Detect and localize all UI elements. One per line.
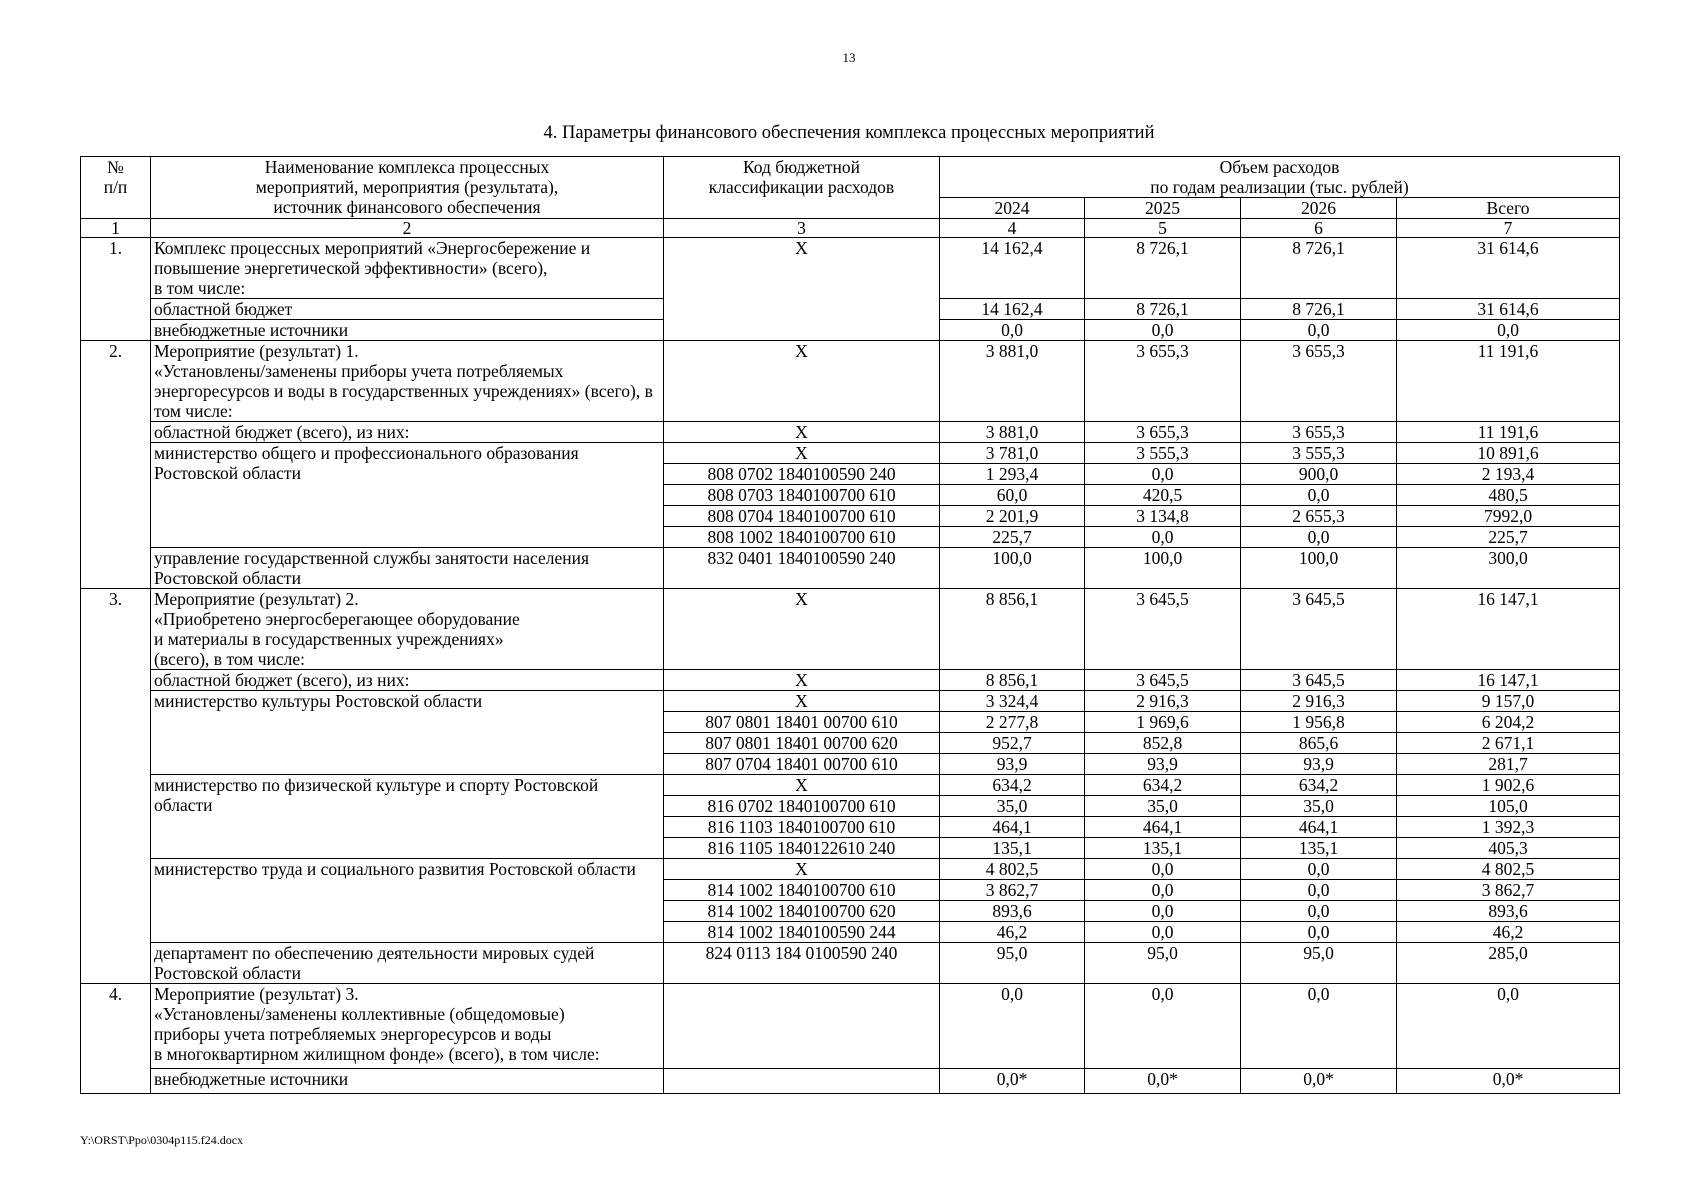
column-number: 4	[940, 219, 1085, 238]
row-number: 4.	[81, 984, 151, 1094]
budget-code: 808 1002 1840100700 610	[664, 527, 940, 548]
value-2025: 3 645,5	[1085, 670, 1241, 691]
budget-code: X	[664, 775, 940, 796]
value-2024: 2 277,8	[940, 712, 1085, 733]
column-number-row	[81, 219, 1620, 238]
value-2025: 634,2	[1085, 775, 1241, 796]
header-year-2026: 2026	[1241, 198, 1397, 219]
table-row	[81, 548, 1620, 589]
value-2024: 2 201,9	[940, 506, 1085, 527]
header-year-2024: 2024	[940, 198, 1085, 219]
column-number: 1	[81, 219, 151, 238]
value-2025: 2 916,3	[1085, 691, 1241, 712]
value-2025: 3 645,5	[1085, 589, 1241, 670]
value-2024: 464,1	[940, 817, 1085, 838]
value-2026: 0,0*	[1241, 1069, 1397, 1094]
value-2025: 3 655,3	[1085, 341, 1241, 422]
budget-code: 807 0801 18401 00700 620	[664, 733, 940, 754]
value-2024: 60,0	[940, 485, 1085, 506]
table-row	[81, 341, 1620, 422]
value-2024: 135,1	[940, 838, 1085, 859]
value-2026: 0,0	[1241, 320, 1397, 341]
value-2024: 8 856,1	[940, 589, 1085, 670]
budget-code	[664, 1069, 940, 1094]
finance-table	[80, 156, 1620, 1094]
value-2026: 0,0	[1241, 485, 1397, 506]
value-2024: 14 162,4	[940, 238, 1085, 299]
budget-code: 808 0704 1840100700 610	[664, 506, 940, 527]
value-2025: 35,0	[1085, 796, 1241, 817]
value-2026: 0,0	[1241, 880, 1397, 901]
value-total: 4 802,5	[1397, 859, 1620, 880]
value-2025: 0,0	[1085, 922, 1241, 943]
budget-code: 832 0401 1840100590 240	[664, 548, 940, 589]
budget-code: 816 1105 1840122610 240	[664, 838, 940, 859]
value-total: 480,5	[1397, 485, 1620, 506]
value-2024: 93,9	[940, 754, 1085, 775]
header-year-2025: 2025	[1085, 198, 1241, 219]
value-2025: 3 655,3	[1085, 422, 1241, 443]
row-name: внебюджетные источники	[151, 320, 664, 341]
table-row	[81, 691, 1620, 712]
table-row	[81, 943, 1620, 984]
value-2025: 0,0	[1085, 320, 1241, 341]
value-2025: 0,0	[1085, 880, 1241, 901]
budget-code: X	[664, 691, 940, 712]
value-2026: 2 916,3	[1241, 691, 1397, 712]
value-2026: 2 655,3	[1241, 506, 1397, 527]
row-name: Мероприятие (результат) 2. «Приобретено энергосберегающее оборудование и материалы в государственных учреждениях» (всего), в том числе:	[151, 589, 664, 670]
value-total: 9 157,0	[1397, 691, 1620, 712]
header-num: № п/п	[81, 157, 151, 219]
value-2024: 225,7	[940, 527, 1085, 548]
budget-code: 816 1103 1840100700 610	[664, 817, 940, 838]
value-2024: 100,0	[940, 548, 1085, 589]
table-row	[81, 670, 1620, 691]
budget-code: 816 0702 1840100700 610	[664, 796, 940, 817]
value-2024: 4 802,5	[940, 859, 1085, 880]
value-2026: 0,0	[1241, 859, 1397, 880]
value-2024: 3 881,0	[940, 341, 1085, 422]
value-2026: 135,1	[1241, 838, 1397, 859]
value-2026: 1 956,8	[1241, 712, 1397, 733]
table-row	[81, 238, 1620, 299]
table-row	[81, 1069, 1620, 1094]
value-total: 285,0	[1397, 943, 1620, 984]
table-row	[81, 984, 1620, 1069]
budget-code: X	[664, 670, 940, 691]
value-total: 893,6	[1397, 901, 1620, 922]
value-2025: 852,8	[1085, 733, 1241, 754]
value-2024: 3 881,0	[940, 422, 1085, 443]
value-2026: 865,6	[1241, 733, 1397, 754]
value-total: 1 392,3	[1397, 817, 1620, 838]
value-2024: 46,2	[940, 922, 1085, 943]
row-name: департамент по обеспечению деятельности мировых судей Ростовской области	[151, 943, 664, 984]
row-name: внебюджетные источники	[151, 1069, 664, 1094]
budget-code: X	[664, 443, 940, 464]
value-total: 6 204,2	[1397, 712, 1620, 733]
table-row	[81, 443, 1620, 464]
value-total: 46,2	[1397, 922, 1620, 943]
value-2024: 3 781,0	[940, 443, 1085, 464]
value-2025: 3 555,3	[1085, 443, 1241, 464]
column-number: 7	[1397, 219, 1620, 238]
row-name: министерство труда и социального развития Ростовской области	[151, 859, 664, 943]
value-2026: 35,0	[1241, 796, 1397, 817]
value-total: 105,0	[1397, 796, 1620, 817]
page-number: 13	[842, 50, 856, 65]
column-number: 3	[664, 219, 940, 238]
value-2026: 0,0	[1241, 901, 1397, 922]
budget-code: 814 1002 1840100590 244	[664, 922, 940, 943]
row-name: областной бюджет (всего), из них:	[151, 422, 664, 443]
budget-code: 808 0702 1840100590 240	[664, 464, 940, 485]
value-2025: 0,0*	[1085, 1069, 1241, 1094]
value-2025: 0,0	[1085, 984, 1241, 1069]
value-2025: 100,0	[1085, 548, 1241, 589]
value-2026: 464,1	[1241, 817, 1397, 838]
value-2025: 0,0	[1085, 527, 1241, 548]
column-number: 5	[1085, 219, 1241, 238]
value-2025: 420,5	[1085, 485, 1241, 506]
value-total: 10 891,6	[1397, 443, 1620, 464]
value-total: 281,7	[1397, 754, 1620, 775]
budget-code	[664, 984, 940, 1069]
value-2026: 95,0	[1241, 943, 1397, 984]
table-row	[81, 775, 1620, 796]
value-2026: 0,0	[1241, 984, 1397, 1069]
value-total: 1 902,6	[1397, 775, 1620, 796]
value-2025: 8 726,1	[1085, 299, 1241, 320]
value-total: 300,0	[1397, 548, 1620, 589]
value-2024: 35,0	[940, 796, 1085, 817]
budget-code: 824 0113 184 0100590 240	[664, 943, 940, 984]
value-2024: 3 324,4	[940, 691, 1085, 712]
value-2026: 900,0	[1241, 464, 1397, 485]
value-2026: 0,0	[1241, 922, 1397, 943]
value-2024: 0,0*	[940, 1069, 1085, 1094]
value-2026: 100,0	[1241, 548, 1397, 589]
row-name: министерство культуры Ростовской области	[151, 691, 664, 775]
header-total: Всего	[1397, 198, 1620, 219]
value-2025: 0,0	[1085, 901, 1241, 922]
budget-code: 814 1002 1840100700 620	[664, 901, 940, 922]
row-name: Мероприятие (результат) 3. «Установлены/заменены коллективные (общедомовые) приборы учета потребляемых энергоресурсов и воды в многоквартирном жилищном фонде» (всего), в том числе:	[151, 984, 664, 1069]
value-2026: 3 655,3	[1241, 341, 1397, 422]
row-number: 1.	[81, 238, 151, 341]
header-code: Код бюджетной классификации расходов	[664, 157, 940, 219]
header-volume: Объем расходов по годам реализации (тыс. рублей)	[940, 157, 1620, 198]
row-name: областной бюджет (всего), из них:	[151, 670, 664, 691]
value-2025: 0,0	[1085, 859, 1241, 880]
value-2024: 3 862,7	[940, 880, 1085, 901]
value-total: 11 191,6	[1397, 422, 1620, 443]
row-name: областной бюджет	[151, 299, 664, 320]
row-name: министерство общего и профессионального образования Ростовской области	[151, 443, 664, 548]
value-2024: 95,0	[940, 943, 1085, 984]
budget-code: X	[664, 341, 940, 422]
value-2024: 893,6	[940, 901, 1085, 922]
value-2025: 3 134,8	[1085, 506, 1241, 527]
value-2025: 0,0	[1085, 464, 1241, 485]
value-2026: 0,0	[1241, 527, 1397, 548]
value-total: 0,0	[1397, 984, 1620, 1069]
value-2025: 8 726,1	[1085, 238, 1241, 299]
row-number: 3.	[81, 589, 151, 984]
budget-code: 814 1002 1840100700 610	[664, 880, 940, 901]
header-name: Наименование комплекса процессных мероприятий, мероприятия (результата), источник финансового обеспечения	[151, 157, 664, 219]
row-name: министерство по физической культуре и спорту Ростовской области	[151, 775, 664, 859]
value-2025: 95,0	[1085, 943, 1241, 984]
value-total: 7992,0	[1397, 506, 1620, 527]
table-row	[81, 422, 1620, 443]
value-2024: 0,0	[940, 984, 1085, 1069]
value-2025: 464,1	[1085, 817, 1241, 838]
budget-code: 807 0801 18401 00700 610	[664, 712, 940, 733]
row-name: управление государственной службы занятости населения Ростовской области	[151, 548, 664, 589]
value-2026: 3 555,3	[1241, 443, 1397, 464]
value-total: 31 614,6	[1397, 238, 1620, 299]
budget-code: X	[664, 238, 940, 341]
value-2025: 93,9	[1085, 754, 1241, 775]
value-2026: 3 645,5	[1241, 670, 1397, 691]
budget-code: X	[664, 422, 940, 443]
value-total: 225,7	[1397, 527, 1620, 548]
value-total: 16 147,1	[1397, 589, 1620, 670]
value-total: 2 193,4	[1397, 464, 1620, 485]
value-total: 11 191,6	[1397, 341, 1620, 422]
value-2026: 3 645,5	[1241, 589, 1397, 670]
value-total: 16 147,1	[1397, 670, 1620, 691]
value-2026: 8 726,1	[1241, 299, 1397, 320]
row-number: 2.	[81, 341, 151, 589]
value-total: 0,0	[1397, 320, 1620, 341]
budget-code: 807 0704 18401 00700 610	[664, 754, 940, 775]
row-name: Комплекс процессных мероприятий «Энергосбережение и повышение энергетической эффективности» (всего), в том числе:	[151, 238, 664, 299]
value-2026: 93,9	[1241, 754, 1397, 775]
value-total: 2 671,1	[1397, 733, 1620, 754]
budget-code: X	[664, 859, 940, 880]
value-2026: 634,2	[1241, 775, 1397, 796]
table-row	[81, 589, 1620, 670]
row-name: Мероприятие (результат) 1. «Установлены/заменены приборы учета потребляемых энергоресурсов и воды в государственных учреждениях» (всего), в том числе:	[151, 341, 664, 422]
value-2024: 8 856,1	[940, 670, 1085, 691]
value-total: 405,3	[1397, 838, 1620, 859]
value-total: 0,0*	[1397, 1069, 1620, 1094]
value-2024: 1 293,4	[940, 464, 1085, 485]
value-2024: 634,2	[940, 775, 1085, 796]
value-2026: 8 726,1	[1241, 238, 1397, 299]
value-2025: 135,1	[1085, 838, 1241, 859]
budget-code: X	[664, 589, 940, 670]
value-2024: 952,7	[940, 733, 1085, 754]
value-2024: 0,0	[940, 320, 1085, 341]
value-total: 31 614,6	[1397, 299, 1620, 320]
value-total: 3 862,7	[1397, 880, 1620, 901]
budget-code: 808 0703 1840100700 610	[664, 485, 940, 506]
column-number: 2	[151, 219, 664, 238]
value-2024: 14 162,4	[940, 299, 1085, 320]
file-path: Y:\ORST\Ppo\0304p115.f24.docx	[80, 1133, 244, 1147]
value-2026: 3 655,3	[1241, 422, 1397, 443]
table-row	[81, 859, 1620, 880]
value-2025: 1 969,6	[1085, 712, 1241, 733]
column-number: 6	[1241, 219, 1397, 238]
table-title: 4. Параметры финансового обеспечения комплекса процессных мероприятий	[543, 123, 1155, 143]
